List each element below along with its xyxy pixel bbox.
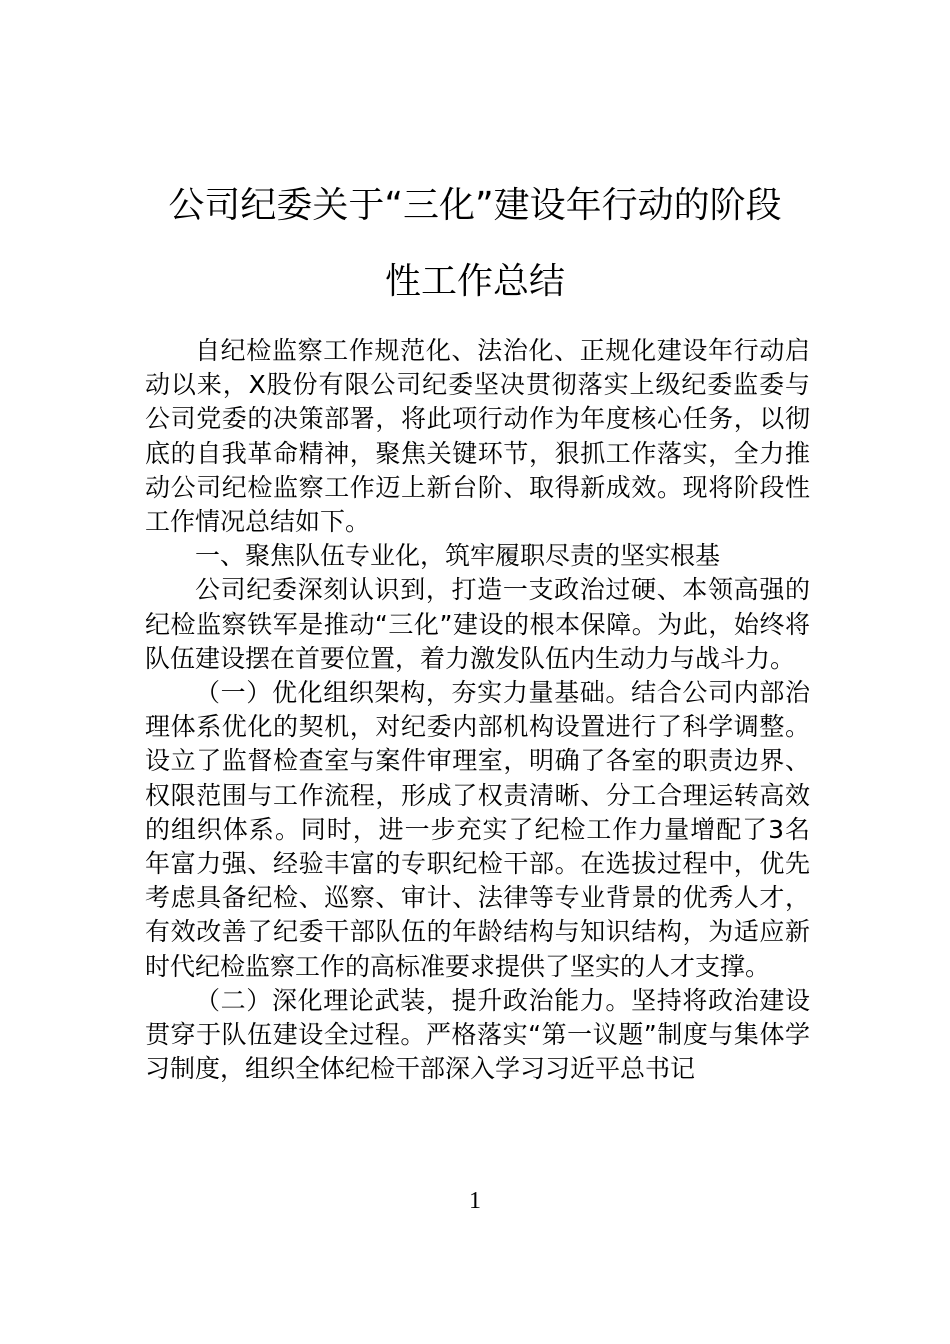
body-paragraph: 公司纪委深刻认识到，打造一支政治过硬、本领高强的纪检监察铁军是推动“三化”建设的根本保障。为此，始终将队伍建设摆在首要位置，着力激发队伍内生动力与战斗力。 [145,575,810,673]
intro-paragraph: 自纪检监察工作规范化、法治化、正规化建设年行动启动以来，X股份有限公司纪委坚决贯彻落实上级纪委监委与公司党委的决策部署，将此项行动作为年度核心任务，以彻底的自我革命精神，聚焦关键环节，狠抓工作落实，全力推动公司纪检监察工作迈上新台阶、取得新成效。现将阶段性工作情况总结如下。 [145,336,810,537]
body-paragraph: （一）优化组织架构，夯实力量基础。结合公司内部治理体系优化的契机，对纪委内部机构设置进行了科学调整。设立了监督检查室与案件审理室，明确了各室的职责边界、权限范围与工作流程，形成了权责清晰、分工合理运转高效的组织体系。同时，进一步充实了纪检工作力量增配了3名年富力强、经验丰富的专职纪检干部。在选拔过程中，优先考虑具备纪检、巡察、审计、法律等专业背景的优秀人才，有效改善了纪委干部队伍的年龄结构与知识结构，为适应新时代纪检监察工作的高标准要求提供了坚实的人才支撑。 [145,678,810,981]
body-paragraph: （二）深化理论武装，提升政治能力。坚持将政治建设贯穿于队伍建设全过程。严格落实“第一议题”制度与集体学习制度，组织全体纪检干部深入学习习近平总书记 [145,985,810,1084]
document-title [130,168,820,320]
title-line-2: 性工作总结 [384,261,565,302]
document-body [145,334,810,1086]
page-number: 1 [469,1188,481,1214]
title-line-1: 公司纪委关于“三化”建设年行动的阶段 [168,185,782,226]
section-heading: 一、聚焦队伍专业化，筑牢履职尽责的坚实根基 [195,541,721,571]
